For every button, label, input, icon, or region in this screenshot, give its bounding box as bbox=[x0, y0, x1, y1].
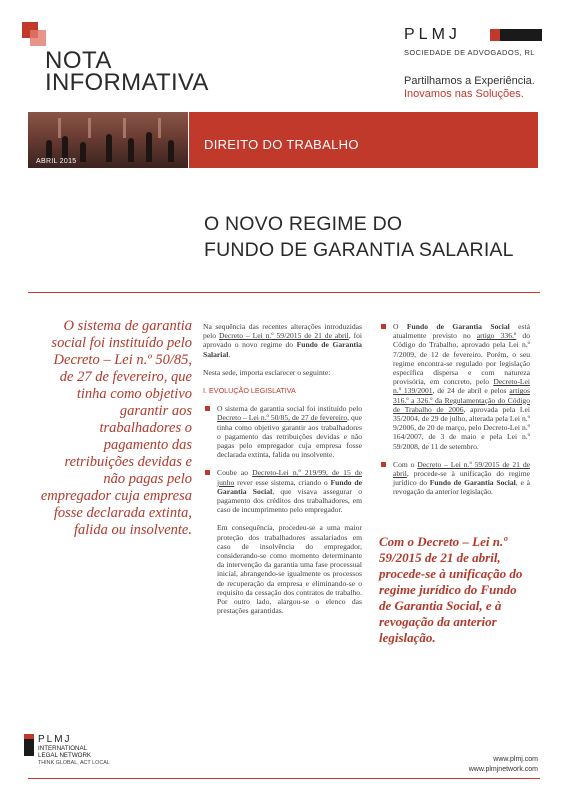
decree-link[interactable]: Decreto – Lei n.º 59/2015 de 21 de abril bbox=[393, 459, 530, 479]
list-item-paragraph: Em consequência, procedeu-se a uma maior proteção dos trabalhadores assalariados em caso de insolvência do empregador, considerando-se como momento determinante da intervenção da garantia uma fase processual inicial, abrangendo-se igualmente os processos de recuperação da empresa e eliminando-se o requisito da cessação dos contratos de trabalho. Por outro lado, alargou-se o elenco das prestações garantidas. bbox=[217, 523, 362, 616]
nota-logo-mark bbox=[22, 22, 46, 46]
column-right bbox=[379, 322, 530, 506]
list-item: Com o Decreto – Lei n.º 59/2015 de 21 de abril, procede-se à unificação do regime jurídico do Fundo de Garantia Social, e à revogação da anterior legislação. bbox=[379, 460, 530, 497]
bullet-icon bbox=[205, 470, 210, 475]
intro-paragraph-2: Nesta sede, importa esclarecer o seguinte: bbox=[203, 367, 331, 377]
pull-quote-left: O sistema de garantia social foi instituído pelo Decreto – Lei n.º 50/85, de 27 de fevereiro, que tinha como objetivo garantir aos trabalhadores o pagamento das retribuições devidas e não pagas pelo empregador cuja empresa fosse declarada extinta, falida ou insolvente. bbox=[40, 318, 192, 538]
title-line-1: NOTA bbox=[45, 47, 112, 74]
tagline-line-1: Partilhamos a Experiência. bbox=[404, 75, 535, 87]
plmj-logo bbox=[404, 26, 544, 57]
footer-links bbox=[469, 755, 538, 775]
list-item: Coube ao Decreto-Lei n.º 219/99, de 15 de junho rever esse sistema, criando o Fundo de Garantia Social, que visava assegurar o pagamento dos créditos dos trabalhadores, em caso de incumprimento pelo empregador. Em consequência, procedeu-se a uma maior proteção dos trabalhadores assalariados em caso de insolvência do empregador, considerando-se como momento determinante da intervenção da garantia uma fase processual inicial, abrangendo-se igualmente os processos de recuperação da empresa e eliminando-se o requisito da cessação dos contratos de trabalho. Por outro lado, alargou-se o elenco das prestações garantidas. bbox=[203, 468, 362, 615]
brand-subtitle: SOCIEDADE DE ADVOGADOS, RL bbox=[404, 48, 535, 57]
footer-divider bbox=[28, 778, 540, 779]
url-plmjnetwork[interactable]: www.plmjnetwork.com bbox=[468, 766, 538, 773]
list-item: O sistema de garantia social foi instituído pelo Decreto – Lei n.º 50/85, de 27 de fevereiro, que tinha como objetivo garantir aos trabalhadores o pagamento das retribuições devidas e não pagas pelo empregador cuja empresa fosse declarada extinta, falida ou insolvente. bbox=[203, 404, 362, 459]
pull-quote-right: Com o Decreto – Lei n.º 59/2015 de 21 de abril, procede-se à unificação do regime jurídico do Fundo de Garantia Social, e à revogação da anterior legislação. bbox=[379, 534, 523, 645]
newsletter-title bbox=[45, 47, 209, 96]
tagline-line-2: Inovamos nas Soluções. bbox=[404, 88, 524, 100]
article-title-line-1: O NOVO REGIME DO bbox=[204, 213, 403, 235]
intro-paragraph: Na sequência das recentes alterações introduzidas pelo Decreto – Lei n.º 59/2015 de 21 de abril, foi aprovado o novo regime do Fundo de Garantia Salarial. bbox=[203, 322, 362, 359]
footer-brand: PLMJ bbox=[38, 734, 72, 745]
decree-link[interactable]: Decreto – Lei n.º 50/85, de 27 de fevereiro bbox=[217, 413, 348, 423]
bullet-icon bbox=[381, 462, 386, 467]
bullet-icon bbox=[205, 406, 210, 411]
footer-brand-line-2: INTERNATIONAL bbox=[38, 745, 88, 752]
article-title bbox=[204, 211, 514, 263]
article-link[interactable]: artigo 336.º bbox=[476, 331, 517, 341]
section-title: DIREITO DO TRABALHO bbox=[204, 137, 359, 152]
article-title-line-2: FUNDO DE GARANTIA SALARIAL bbox=[204, 239, 514, 261]
decree-link[interactable]: Decreto – Lei n.º 59/2015 de 21 de abril bbox=[218, 331, 349, 341]
footer-slogan: THINK GLOBAL, ACT LOCAL bbox=[38, 760, 110, 766]
issue-date: ABRIL 2015 bbox=[36, 158, 77, 165]
divider bbox=[28, 292, 540, 293]
brand-bar-icon bbox=[490, 29, 542, 41]
plmj-mark-icon bbox=[24, 734, 34, 756]
footer-brand-line-3: LEGAL NETWORK bbox=[38, 752, 92, 759]
decree-link[interactable]: Decreto-Lei n.º 139/2001 bbox=[393, 377, 530, 396]
brand-name: PLMJ bbox=[404, 26, 461, 43]
url-plmj[interactable]: www.plmj.com bbox=[493, 756, 538, 763]
list-item: O Fundo de Garantia Social está atualmente previsto no artigo 336.º do Código do Trabalho, aprovado pela Lei n.º 7/2009, de 12 de fevereiro. Porém, o seu regime encontra-se regulado por legislação específica dispersa e com natureza provisória, em concreto, pelo Decreto-Lei n.º 139/2001, de 24 de abril e pelos artigos 316.º a 326.º da Regulamentação do Código de Trabalho de 2006, aprovada pela Lei 35/2004, de 29 de julho, alterada pela Lei n.º 9/2006, de 20 de março, pelo Decreto-Lei n.º 164/2007, de 3 de maio e pela Lei n.º 59/2008, de 11 de setembro. bbox=[379, 322, 530, 451]
column-middle bbox=[203, 322, 362, 624]
bullet-icon bbox=[381, 324, 386, 329]
section-heading: I. EVOLUÇÃO LEGISLATIVA bbox=[203, 386, 296, 396]
tagline bbox=[404, 75, 535, 101]
regulation-link[interactable]: artigos 316.º a 326.º da Regulamentação do Código de Trabalho de 2006 bbox=[393, 386, 530, 414]
title-line-2: INFORMATIVA bbox=[45, 69, 209, 96]
decree-link[interactable]: Decreto-Lei n.º 219/99, de 15 de junho bbox=[217, 468, 362, 487]
